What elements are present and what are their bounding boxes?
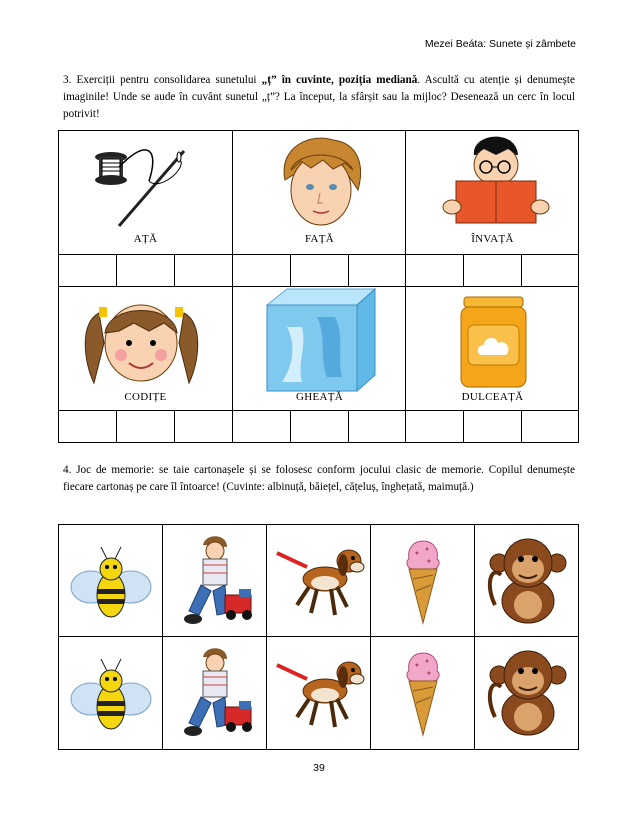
jam-jar-icon: [456, 295, 531, 392]
monkey-icon: [485, 647, 571, 739]
memory-card[interactable]: [267, 525, 371, 637]
word-dulceata: DULCEAȚĂ: [461, 391, 524, 403]
memory-card[interactable]: [59, 525, 163, 637]
memory-card[interactable]: [371, 525, 475, 637]
boy-playing-with-truck-icon: [177, 533, 257, 631]
answer-box[interactable]: [406, 411, 464, 443]
answer-box[interactable]: [349, 255, 406, 287]
girl-with-pigtails-icon: [79, 293, 204, 388]
memory-card[interactable]: [59, 637, 163, 750]
ice-cube-icon: [257, 287, 382, 392]
word-ata: AȚĂ: [133, 233, 158, 245]
answer-box[interactable]: [175, 411, 233, 443]
answer-box[interactable]: [406, 255, 464, 287]
exercise-4-instructions: 4. Joc de memorie: se taie cartonașele și se folosesc conform jocului clasic de memorie. Copilul denumește fiecare cartonaș pe care îl întoarce! (Cuvinte: albinuță, băiețel, cățeluș, înghețată, maimuță.): [63, 464, 575, 493]
answer-box[interactable]: [117, 255, 175, 287]
answer-box[interactable]: [464, 411, 522, 443]
word-invata: ÎNVAȚĂ: [471, 233, 514, 245]
thread-and-needle-icon: [89, 141, 199, 231]
cell-ata: [59, 131, 233, 255]
memory-card[interactable]: [475, 637, 579, 750]
memory-card[interactable]: [163, 637, 267, 750]
answer-box[interactable]: [59, 411, 117, 443]
running-dog-icon: [273, 543, 367, 621]
cell-dulceata: [406, 287, 579, 411]
ice-cream-cone-icon: [405, 539, 441, 625]
answer-box[interactable]: [291, 411, 349, 443]
memory-cards-table: [58, 524, 579, 750]
memory-card[interactable]: [163, 525, 267, 637]
cell-gheata: [233, 287, 406, 411]
answer-box[interactable]: [522, 411, 579, 443]
word-codite: CODIȚE: [124, 391, 167, 403]
answer-box[interactable]: [522, 255, 579, 287]
monkey-icon: [485, 535, 571, 627]
page-number: 39: [313, 762, 325, 774]
answer-box[interactable]: [175, 255, 233, 287]
bee-icon: [69, 545, 153, 623]
running-dog-icon: [273, 655, 367, 733]
bee-icon: [69, 657, 153, 735]
cell-fata: [233, 131, 406, 255]
word-fata: FAȚĂ: [304, 233, 335, 245]
cell-invata: [406, 131, 579, 255]
boy-face-icon: [273, 135, 368, 230]
answer-box[interactable]: [233, 255, 291, 287]
exercise-3-instructions: 3. Exerciții pentru consolidarea sunetului „ț” în cuvinte, poziția mediană. Ascultă cu atenție și denumește imaginile! Unde se aude în cuvânt sunetul „ț”? La început, la sfârșit sau la mijloc? Desenează un cerc în locul potrivit!: [63, 74, 575, 120]
exercise-3-table: [58, 130, 579, 443]
exercise-3-bold-text: „ț” în cuvinte, poziția mediană: [261, 74, 418, 86]
answer-box[interactable]: [233, 411, 291, 443]
page-header: Mezei Beáta: Sunete și zâmbete: [424, 38, 576, 50]
cell-codite: [59, 287, 233, 411]
answer-box[interactable]: [59, 255, 117, 287]
answer-box[interactable]: [349, 411, 406, 443]
memory-card[interactable]: [475, 525, 579, 637]
boy-playing-with-truck-icon: [177, 645, 257, 743]
memory-card[interactable]: [371, 637, 475, 750]
word-gheata: GHEAȚĂ: [295, 391, 343, 403]
ice-cream-cone-icon: [405, 651, 441, 737]
answer-box[interactable]: [464, 255, 522, 287]
memory-card[interactable]: [267, 637, 371, 750]
answer-box[interactable]: [291, 255, 349, 287]
answer-box[interactable]: [117, 411, 175, 443]
boy-reading-icon: [436, 133, 551, 228]
